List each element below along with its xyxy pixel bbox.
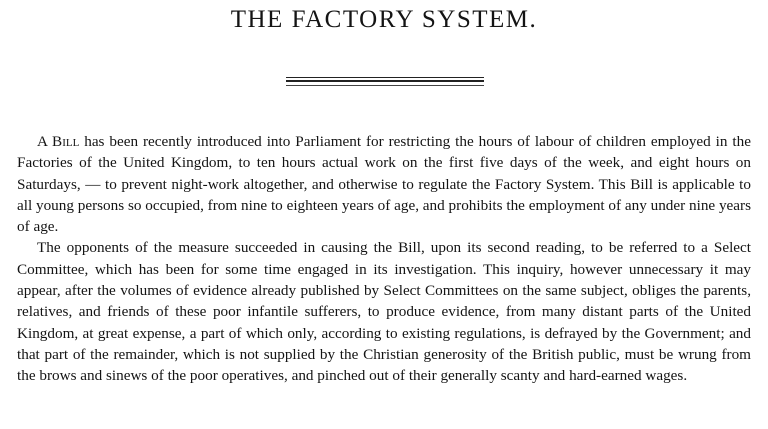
page-title: THE FACTORY SYSTEM. — [230, 6, 538, 33]
article-body — [17, 131, 751, 387]
paragraph-1-lead-word: A Bill — [37, 133, 80, 150]
paragraph-2 — [17, 237, 751, 386]
title-rule-thin-top — [286, 77, 484, 78]
title-rule-thick — [286, 80, 484, 82]
paragraph-1-text: has been recently introduced into Parliament for restricting the hours of labour of children employed in the Factories of the United Kingdom, to ten hours actual work on the first five days of the week, and eight hours on Saturdays, — to prevent night-work altogether, and otherwise to regulate the Factory System. This Bill is applicable to all young persons so occupied, from nine to eighteen years of age, and prohibits the employment of any under nine years of age. — [17, 133, 751, 236]
paragraph-1 — [17, 131, 751, 237]
paragraph-2-text: The opponents of the measure succeeded in causing the Bill, upon its second reading, to be referred to a Select Committee, which has been for some time engaged in its investigation. This inquiry, however unnecessary it may appear, after the volumes of evidence already published by Select Committees on the same subject, obliges the parents, relatives, and friends of these poor infantile sufferers, to produce evidence, from many distant parts of the United Kingdom, at great expense, a part of which only, according to existing regulations, is defrayed by the Government; and that part of the remainder, which is not supplied by the Christian generosity of the British public, must be wrung from the brows and sinews of the poor operatives, and pinched out of their generally scanty and hard-earned wages. — [17, 239, 751, 385]
title-rule-thin-bottom — [286, 85, 484, 86]
